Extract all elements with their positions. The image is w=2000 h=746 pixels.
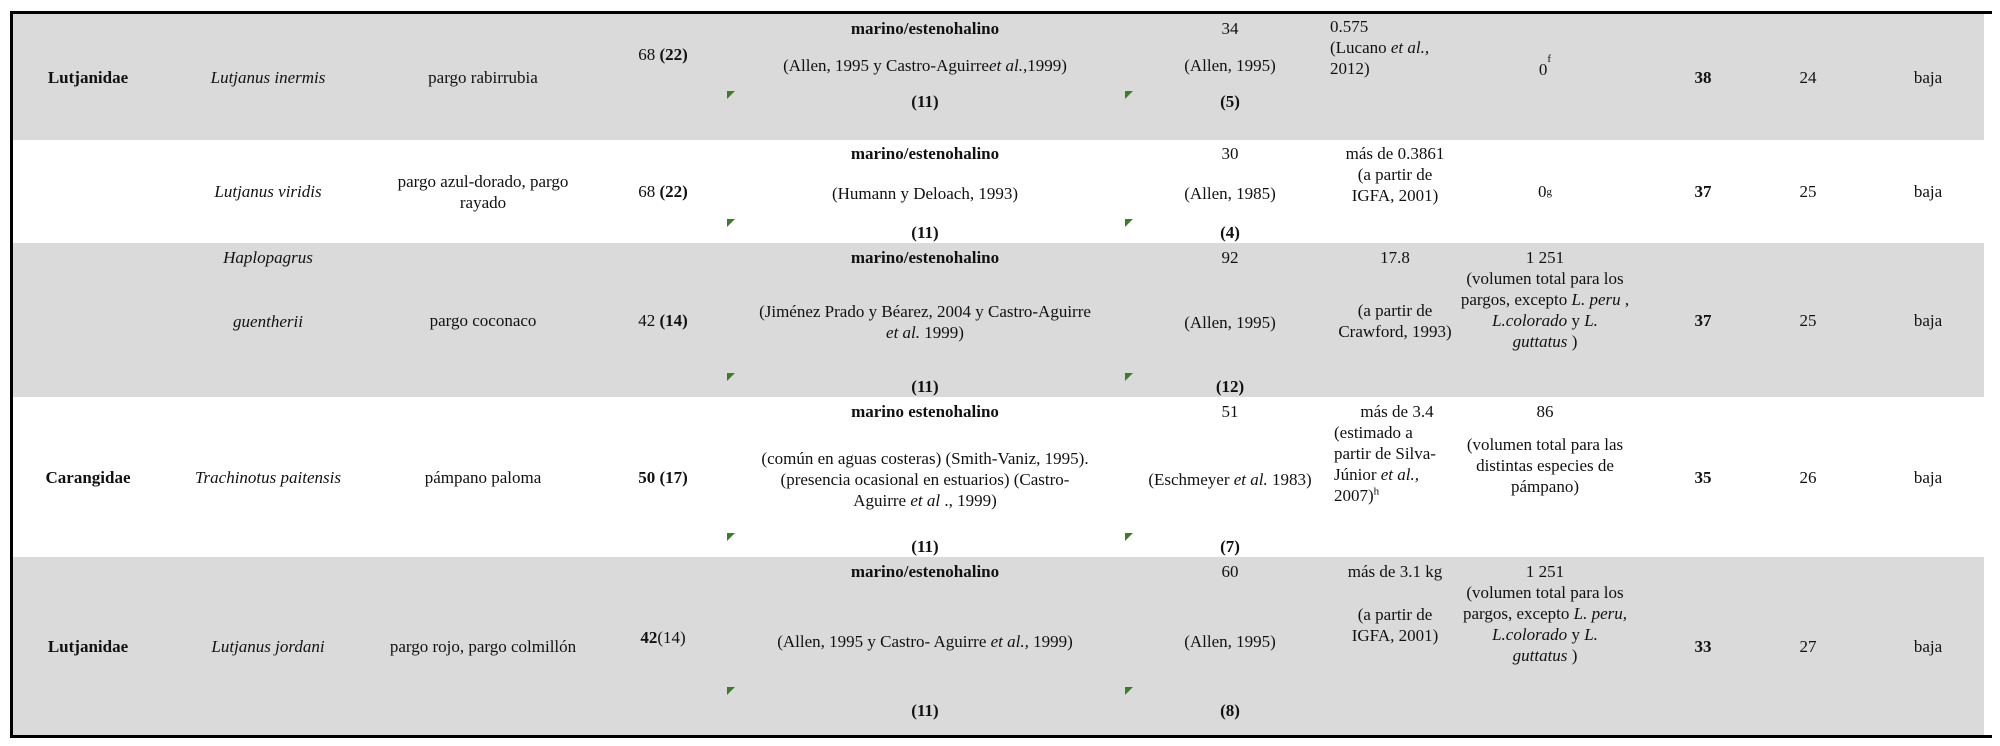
score-cell: 35: [1694, 467, 1712, 487]
weight-cell: más de 3.1 kg (a partir de IGFA, 2001): [1347, 562, 1443, 645]
size-cell: 51 (Eschmeyer et al. 1983) (7): [1148, 402, 1312, 556]
habitat-cell: marino/estenohalino (Allen, 1995 y Castro- Aguirre et al., 1999) (11): [777, 562, 1073, 720]
volume-cell: 0 f: [1538, 53, 1552, 79]
weight-cell: 0.575 (Lucano et al., 2012): [1330, 17, 1430, 78]
family-cell: [13, 243, 163, 397]
family-cell: Lutjanidae: [47, 67, 129, 87]
level-cell: baja: [1913, 636, 1943, 656]
volume-cell: 1 251 (volumen total para los pargos, excepto L. peru , L.colorado y L. guttatus ): [1460, 248, 1630, 351]
table-row: [13, 243, 1984, 397]
value-paren: (22): [659, 45, 688, 64]
common-name-cell: pargo rabirrubia: [428, 67, 538, 87]
habitat-number: (11): [911, 92, 939, 112]
value-cell: [593, 14, 733, 65]
species-cell: Lutjanus jordani: [211, 636, 325, 656]
level-cell: baja: [1913, 310, 1943, 330]
habitat-cell: marino estenohalino (común en aguas costeras) (Smith-Vaniz, 1995). (presencia ocasional en estuarios) (Castro- Aguirre et al ., 1999) (11): [761, 402, 1089, 556]
habitat-type: marino/estenohalino: [850, 19, 1000, 38]
species-cell: Haplopagrus guentherii: [223, 248, 313, 331]
weight-cell: más de 3.4 (estimado a partir de Silva- Júnior et al., 2007)$^h$: [1334, 402, 1436, 505]
common-name-cell: pámpano paloma: [424, 467, 542, 487]
rank-cell: 27: [1799, 636, 1817, 656]
weight-cell: 17.8 (a partir de Crawford, 1993): [1338, 248, 1452, 341]
common-name-cell: pargo azul-dorado, pargo rayado: [397, 171, 569, 212]
volume-cell: 86 (volumen total para las distintas especies de pámpano): [1466, 402, 1624, 496]
rank-cell: 24: [1799, 67, 1817, 87]
species-cell: Trachinotus paitensis: [195, 467, 341, 487]
table-row: [13, 397, 1984, 557]
table-row: [13, 14, 1984, 140]
rank-cell: 25: [1799, 310, 1817, 330]
size-cell: 92 (Allen, 1995) (12): [1184, 248, 1276, 396]
score-cell: 37: [1694, 182, 1712, 201]
habitat-cell: [720, 14, 1130, 140]
common-name-cell: pargo rojo, pargo colmillón: [389, 636, 577, 656]
species-cell: Lutjanus inermis: [210, 67, 326, 87]
value-cell: 42 (14): [638, 310, 688, 330]
size-number: (5): [1220, 92, 1240, 112]
value-cell: 68 (22): [638, 182, 688, 201]
rank-cell: 25: [1799, 182, 1817, 201]
level-cell: baja: [1913, 182, 1943, 201]
species-cell: Lutjanus viridis: [214, 182, 322, 201]
value-cell: 50 (17): [638, 467, 688, 487]
size-ref: (Allen, 1995): [1184, 55, 1276, 75]
rank-cell: 26: [1799, 467, 1817, 487]
weight-cell: más de 0.3861 (a partir de IGFA, 2001): [1345, 144, 1445, 205]
size-cell: 30 (Allen, 1985) (4): [1184, 144, 1276, 242]
size-cell: [1130, 14, 1330, 140]
volume-cell: 0 g: [1538, 182, 1552, 201]
score-cell: 38: [1694, 67, 1712, 87]
table-row: [13, 140, 1984, 243]
score-cell: 37: [1694, 310, 1712, 330]
family-cell: Lutjanidae: [47, 636, 129, 656]
habitat-ref: (Allen, 1995 y Castro-Aguirre et al., 1999): [783, 55, 1067, 75]
common-name-cell: pargo coconaco: [429, 310, 537, 330]
habitat-cell: marino/estenohalino (Jiménez Prado y Béarez, 2004 y Castro-Aguirre et al. 1999) (11): [759, 248, 1091, 396]
volume-cell: 1 251 (volumen total para los pargos, excepto L. peru, L.colorado y L. guttatus ): [1463, 562, 1627, 665]
family-cell: [13, 140, 163, 243]
value-cell: 42 (14): [640, 628, 686, 647]
table-bottom-border: [10, 735, 1992, 738]
habitat-cell: marino/estenohalino (Humann y Deloach, 1993) (11): [831, 144, 1018, 242]
size-value: 34: [1221, 19, 1239, 38]
size-cell: 60 (Allen, 1995) (8): [1184, 562, 1276, 720]
family-cell: Carangidae: [45, 467, 131, 487]
score-cell: 33: [1694, 636, 1712, 656]
level-cell: baja: [1913, 67, 1943, 87]
table-row: [13, 557, 1984, 735]
level-cell: baja: [1913, 467, 1943, 487]
value-plain: 68: [638, 45, 656, 64]
